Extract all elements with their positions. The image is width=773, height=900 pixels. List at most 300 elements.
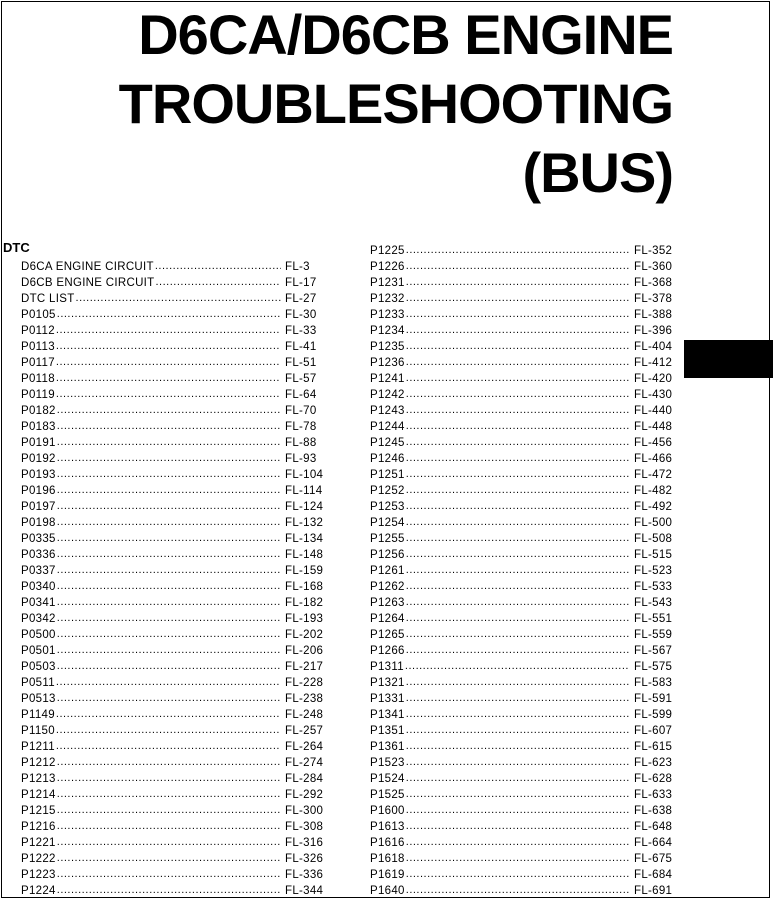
toc-entry-page: FL-456 xyxy=(634,437,673,449)
toc-entry-page: FL-284 xyxy=(285,773,324,785)
toc-entry-page: FL-482 xyxy=(634,485,673,497)
dot-leader xyxy=(57,402,281,418)
toc-entry-page: FL-691 xyxy=(634,885,673,897)
toc-entry-page: FL-448 xyxy=(634,421,673,433)
toc-entry[interactable] xyxy=(370,723,672,739)
dot-leader xyxy=(57,530,281,546)
title-line-1: D6CA/D6CB ENGINE xyxy=(138,3,673,66)
toc-entry-page: FL-368 xyxy=(634,277,673,289)
toc-entry-page: FL-57 xyxy=(285,373,317,385)
toc-entry-label: P1251 xyxy=(370,469,405,481)
toc-entry[interactable] xyxy=(21,803,323,819)
section-heading: DTC xyxy=(3,240,30,255)
toc-entry-page: FL-648 xyxy=(634,821,673,833)
toc-entry-label: P1600 xyxy=(370,805,405,817)
dot-leader xyxy=(57,562,281,578)
toc-entry-page: FL-206 xyxy=(285,645,324,657)
dot-leader xyxy=(406,434,630,450)
toc-entry-page: FL-30 xyxy=(285,309,317,321)
toc-entry[interactable] xyxy=(370,883,672,899)
toc-entry-page: FL-134 xyxy=(285,533,324,545)
toc-entry-label: P1234 xyxy=(370,325,405,337)
toc-entry[interactable] xyxy=(370,755,672,771)
toc-entry[interactable] xyxy=(370,835,672,851)
toc-entry-label: P0501 xyxy=(21,645,56,657)
dot-leader xyxy=(57,578,281,594)
toc-entry-label: P1245 xyxy=(370,437,405,449)
toc-entry-label: P1235 xyxy=(370,341,405,353)
toc-entry[interactable] xyxy=(370,611,672,627)
toc-entry-label: P1246 xyxy=(370,453,405,465)
toc-entry-page: FL-344 xyxy=(285,885,324,897)
toc-entry-label: P0191 xyxy=(21,437,56,449)
toc-entry[interactable] xyxy=(21,659,323,675)
toc-column-left xyxy=(21,259,323,899)
toc-entry[interactable] xyxy=(370,403,672,419)
toc-entry[interactable] xyxy=(21,771,323,787)
toc-entry-page: FL-412 xyxy=(634,357,673,369)
toc-entry-label: P1223 xyxy=(21,869,56,881)
toc-entry[interactable] xyxy=(370,627,672,643)
toc-entry-label: P0105 xyxy=(21,309,56,321)
toc-entry[interactable] xyxy=(21,547,323,563)
toc-entry-label: P1524 xyxy=(370,773,405,785)
toc-entry-page: FL-264 xyxy=(285,741,324,753)
toc-entry[interactable] xyxy=(21,483,323,499)
toc-entry[interactable] xyxy=(370,819,672,835)
dot-leader xyxy=(56,354,281,370)
toc-entry[interactable] xyxy=(370,243,672,259)
dot-leader xyxy=(406,562,630,578)
toc-entry-label: P0342 xyxy=(21,613,56,625)
toc-entry-label: DTC LIST xyxy=(21,293,75,305)
toc-entry-page: FL-93 xyxy=(285,453,317,465)
toc-entry-label: P1525 xyxy=(370,789,405,801)
dot-leader xyxy=(57,514,281,530)
toc-entry-page: FL-623 xyxy=(634,757,673,769)
toc-entry[interactable] xyxy=(21,467,323,483)
toc-entry-page: FL-396 xyxy=(634,325,673,337)
toc-entry[interactable] xyxy=(370,851,672,867)
toc-entry-page: FL-182 xyxy=(285,597,324,609)
toc-entry-page: FL-336 xyxy=(285,869,324,881)
toc-entry-label: P0500 xyxy=(21,629,56,641)
toc-entry-label: P1331 xyxy=(370,693,405,705)
toc-entry-label: P1212 xyxy=(21,757,56,769)
dot-leader xyxy=(406,626,630,642)
toc-entry-label: P1253 xyxy=(370,501,405,513)
toc-entry-page: FL-124 xyxy=(285,501,324,513)
toc-entry-page: FL-17 xyxy=(285,277,317,289)
toc-entry-label: P0341 xyxy=(21,597,56,609)
dot-leader xyxy=(57,450,281,466)
toc-entry[interactable] xyxy=(21,739,323,755)
toc-entry[interactable] xyxy=(370,739,672,755)
toc-entry-label: P1255 xyxy=(370,533,405,545)
toc-entry-label: P0340 xyxy=(21,581,56,593)
dot-leader xyxy=(57,882,281,898)
dot-leader xyxy=(56,370,281,386)
toc-entry-page: FL-591 xyxy=(634,693,673,705)
toc-entry-page: FL-523 xyxy=(634,565,673,577)
toc-entry[interactable] xyxy=(21,531,323,547)
toc-entry-page: FL-274 xyxy=(285,757,324,769)
toc-entry-page: FL-316 xyxy=(285,837,324,849)
toc-entry-label: P1321 xyxy=(370,677,405,689)
dot-leader xyxy=(56,738,281,754)
dot-leader xyxy=(406,722,630,738)
toc-entry-page: FL-27 xyxy=(285,293,317,305)
toc-entry-page: FL-64 xyxy=(285,389,317,401)
dot-leader xyxy=(406,258,630,274)
toc-entry[interactable] xyxy=(370,371,672,387)
toc-entry-page: FL-430 xyxy=(634,389,673,401)
toc-entry[interactable] xyxy=(21,627,323,643)
toc-entry-page: FL-159 xyxy=(285,565,324,577)
dot-leader xyxy=(406,418,630,434)
toc-entry-page: FL-132 xyxy=(285,517,324,529)
dot-leader xyxy=(406,450,630,466)
toc-entry[interactable] xyxy=(370,387,672,403)
toc-entry-label: P1264 xyxy=(370,613,405,625)
dot-leader xyxy=(406,690,630,706)
dot-leader xyxy=(57,626,281,642)
toc-entry[interactable] xyxy=(370,467,672,483)
toc-entry-label: P1211 xyxy=(21,741,55,753)
dot-leader xyxy=(406,466,630,482)
toc-entry-label: P0113 xyxy=(21,341,55,353)
toc-entry[interactable] xyxy=(21,307,323,323)
toc-entry-label: P1241 xyxy=(370,373,405,385)
dot-leader xyxy=(406,274,630,290)
dot-leader xyxy=(406,610,630,626)
dot-leader xyxy=(406,770,630,786)
toc-entry-label: P1618 xyxy=(370,853,405,865)
toc-entry[interactable] xyxy=(370,515,672,531)
toc-entry[interactable] xyxy=(21,723,323,739)
dot-leader xyxy=(56,386,281,402)
dot-leader xyxy=(57,306,281,322)
dot-leader xyxy=(56,322,281,338)
toc-entry-label: P0183 xyxy=(21,421,56,433)
toc-entry-page: FL-472 xyxy=(634,469,673,481)
toc-entry-page: FL-440 xyxy=(634,405,673,417)
toc-entry-page: FL-638 xyxy=(634,805,673,817)
toc-entry-label: P1232 xyxy=(370,293,405,305)
dot-leader xyxy=(76,290,281,306)
toc-entry-label: P1311 xyxy=(370,661,404,673)
dot-leader xyxy=(57,482,281,498)
dot-leader xyxy=(57,818,281,834)
toc-entry[interactable] xyxy=(370,499,672,515)
toc-entry-label: P1252 xyxy=(370,485,405,497)
toc-entry[interactable] xyxy=(370,675,672,691)
toc-entry-label: P1242 xyxy=(370,389,405,401)
dot-leader xyxy=(156,274,282,290)
dot-leader xyxy=(406,866,630,882)
toc-entry-label: P1262 xyxy=(370,581,405,593)
toc-entry-page: FL-515 xyxy=(634,549,673,561)
toc-entry-label: P0197 xyxy=(21,501,56,513)
toc-entry-label: P1523 xyxy=(370,757,405,769)
toc-entry-label: P1224 xyxy=(21,885,56,897)
toc-entry[interactable] xyxy=(370,659,672,675)
page-title xyxy=(119,0,673,207)
dot-leader xyxy=(406,818,630,834)
toc-entry[interactable] xyxy=(21,883,323,899)
toc-entry-label: P0336 xyxy=(21,549,56,561)
toc-entry-label: P1150 xyxy=(21,725,55,737)
toc-entry[interactable] xyxy=(21,499,323,515)
toc-entry-label: P1361 xyxy=(370,741,405,753)
toc-entry[interactable] xyxy=(370,291,672,307)
dot-leader xyxy=(57,658,281,674)
dot-leader xyxy=(155,258,281,274)
toc-entry-page: FL-543 xyxy=(634,597,673,609)
toc-entry-page: FL-248 xyxy=(285,709,324,721)
toc-entry[interactable] xyxy=(21,691,323,707)
dot-leader xyxy=(406,386,630,402)
toc-entry[interactable] xyxy=(21,451,323,467)
toc-entry[interactable] xyxy=(370,451,672,467)
toc-entry-label: P1266 xyxy=(370,645,405,657)
toc-entry[interactable] xyxy=(21,291,323,307)
toc-entry[interactable] xyxy=(21,355,323,371)
toc-entry[interactable] xyxy=(21,387,323,403)
toc-entry-label: P1613 xyxy=(370,821,405,833)
toc-entry[interactable] xyxy=(21,275,323,291)
toc-entry[interactable] xyxy=(21,435,323,451)
dot-leader xyxy=(406,242,630,258)
toc-entry-label: P0513 xyxy=(21,693,56,705)
toc-entry[interactable] xyxy=(370,419,672,435)
dot-leader xyxy=(406,594,630,610)
toc-entry-label: P0337 xyxy=(21,565,56,577)
toc-entry-page: FL-684 xyxy=(634,869,673,881)
toc-entry-label: P0119 xyxy=(21,389,55,401)
toc-entry-page: FL-228 xyxy=(285,677,324,689)
dot-leader xyxy=(406,834,630,850)
toc-entry-page: FL-404 xyxy=(634,341,673,353)
toc-entry[interactable] xyxy=(370,643,672,659)
toc-entry[interactable] xyxy=(21,755,323,771)
toc-entry-page: FL-360 xyxy=(634,261,673,273)
toc-entry-label: P1216 xyxy=(21,821,56,833)
toc-entry[interactable] xyxy=(21,611,323,627)
toc-entry[interactable] xyxy=(21,867,323,883)
section-index-tab xyxy=(684,340,773,378)
toc-entry[interactable] xyxy=(370,547,672,563)
dot-leader xyxy=(406,306,630,322)
toc-entry[interactable] xyxy=(370,563,672,579)
toc-entry-page: FL-217 xyxy=(285,661,324,673)
toc-entry[interactable] xyxy=(370,323,672,339)
toc-entry[interactable] xyxy=(21,323,323,339)
toc-entry-label: D6CB ENGINE CIRCUIT xyxy=(21,277,155,289)
toc-entry-label: P0503 xyxy=(21,661,56,673)
toc-entry[interactable] xyxy=(370,355,672,371)
dot-leader xyxy=(57,610,281,626)
toc-entry-page: FL-193 xyxy=(285,613,324,625)
toc-entry-page: FL-114 xyxy=(285,485,323,497)
dot-leader xyxy=(57,770,281,786)
toc-entry[interactable] xyxy=(370,531,672,547)
toc-entry-page: FL-420 xyxy=(634,373,673,385)
toc-entry-page: FL-633 xyxy=(634,789,673,801)
toc-entry-page: FL-607 xyxy=(634,725,673,737)
toc-entry[interactable] xyxy=(370,579,672,595)
dot-leader xyxy=(56,706,281,722)
toc-entry-page: FL-148 xyxy=(285,549,324,561)
dot-leader xyxy=(406,322,630,338)
toc-entry-label: P1226 xyxy=(370,261,405,273)
toc-entry-label: P1214 xyxy=(21,789,56,801)
toc-entry-page: FL-41 xyxy=(285,341,317,353)
toc-entry[interactable] xyxy=(21,563,323,579)
dot-leader xyxy=(57,498,281,514)
toc-entry-page: FL-168 xyxy=(285,581,324,593)
toc-entry[interactable] xyxy=(21,787,323,803)
toc-entry[interactable] xyxy=(370,787,672,803)
toc-entry[interactable] xyxy=(370,691,672,707)
toc-entry[interactable] xyxy=(370,595,672,611)
toc-entry-page: FL-533 xyxy=(634,581,673,593)
toc-entry[interactable] xyxy=(21,515,323,531)
dot-leader xyxy=(406,338,630,354)
toc-entry[interactable] xyxy=(370,435,672,451)
toc-entry-page: FL-3 xyxy=(285,261,310,273)
dot-leader xyxy=(405,658,630,674)
toc-entry[interactable] xyxy=(21,675,323,691)
dot-leader xyxy=(406,642,630,658)
dot-leader xyxy=(57,786,281,802)
dot-leader xyxy=(56,674,281,690)
toc-entry-page: FL-202 xyxy=(285,629,324,641)
toc-entry-page: FL-292 xyxy=(285,789,324,801)
toc-entry-label: P0196 xyxy=(21,485,56,497)
toc-entry[interactable] xyxy=(370,275,672,291)
toc-entry-page: FL-300 xyxy=(285,805,324,817)
toc-entry-page: FL-104 xyxy=(285,469,324,481)
toc-entry-page: FL-308 xyxy=(285,821,324,833)
dot-leader xyxy=(57,754,281,770)
toc-entry[interactable] xyxy=(370,867,672,883)
toc-column-right xyxy=(370,243,672,899)
toc-entry-page: FL-628 xyxy=(634,773,673,785)
dot-leader xyxy=(406,674,630,690)
toc-entry[interactable] xyxy=(370,707,672,723)
toc-entry-page: FL-326 xyxy=(285,853,324,865)
dot-leader xyxy=(406,802,630,818)
toc-entry-page: FL-388 xyxy=(634,309,673,321)
dot-leader xyxy=(406,514,630,530)
dot-leader xyxy=(57,642,281,658)
dot-leader xyxy=(406,738,630,754)
toc-entry-label: P1351 xyxy=(370,725,405,737)
dot-leader xyxy=(406,882,630,898)
toc-entry[interactable] xyxy=(370,339,672,355)
toc-entry-page: FL-466 xyxy=(634,453,673,465)
toc-entry-label: D6CA ENGINE CIRCUIT xyxy=(21,261,154,273)
title-line-3: (BUS) xyxy=(522,141,673,204)
toc-entry-page: FL-257 xyxy=(285,725,324,737)
dot-leader xyxy=(57,850,281,866)
toc-entry-page: FL-88 xyxy=(285,437,317,449)
toc-entry[interactable] xyxy=(21,419,323,435)
toc-entry[interactable] xyxy=(21,339,323,355)
toc-entry-label: P0182 xyxy=(21,405,56,417)
dot-leader xyxy=(406,530,630,546)
toc-entry[interactable] xyxy=(21,371,323,387)
toc-entry[interactable] xyxy=(370,259,672,275)
toc-entry-page: FL-33 xyxy=(285,325,317,337)
toc-entry-label: P0198 xyxy=(21,517,56,529)
dot-leader xyxy=(406,850,630,866)
toc-entry-label: P1616 xyxy=(370,837,405,849)
dot-leader xyxy=(57,546,281,562)
toc-entry-label: P0192 xyxy=(21,453,56,465)
toc-entry[interactable] xyxy=(21,579,323,595)
toc-entry-label: P0335 xyxy=(21,533,56,545)
dot-leader xyxy=(57,866,281,882)
toc-entry-page: FL-70 xyxy=(285,405,317,417)
dot-leader xyxy=(57,802,281,818)
toc-entry-page: FL-575 xyxy=(634,661,673,673)
toc-entry[interactable] xyxy=(21,403,323,419)
toc-entry[interactable] xyxy=(370,483,672,499)
toc-entry-label: P1225 xyxy=(370,245,405,257)
toc-entry-page: FL-567 xyxy=(634,645,673,657)
toc-entry[interactable] xyxy=(370,771,672,787)
dot-leader xyxy=(406,706,630,722)
toc-entry-page: FL-583 xyxy=(634,677,673,689)
toc-entry[interactable] xyxy=(21,643,323,659)
toc-entry-label: P1261 xyxy=(370,565,405,577)
toc-entry-page: FL-352 xyxy=(634,245,673,257)
toc-entry-page: FL-500 xyxy=(634,517,673,529)
toc-entry[interactable] xyxy=(370,307,672,323)
toc-entry-label: P1215 xyxy=(21,805,56,817)
dot-leader xyxy=(406,498,630,514)
dot-leader xyxy=(406,354,630,370)
toc-entry-page: FL-78 xyxy=(285,421,317,433)
toc-entry-label: P1254 xyxy=(370,517,405,529)
toc-entry[interactable] xyxy=(21,259,323,275)
toc-entry[interactable] xyxy=(21,595,323,611)
toc-entry-label: P1231 xyxy=(370,277,405,289)
dot-leader xyxy=(57,834,281,850)
toc-entry[interactable] xyxy=(21,819,323,835)
toc-entry[interactable] xyxy=(21,851,323,867)
toc-entry-label: P0118 xyxy=(21,373,55,385)
toc-entry-label: P1341 xyxy=(370,709,405,721)
toc-entry-label: P1233 xyxy=(370,309,405,321)
dot-leader xyxy=(57,466,281,482)
toc-entry-label: P1265 xyxy=(370,629,405,641)
toc-entry-page: FL-675 xyxy=(634,853,673,865)
toc-entry[interactable] xyxy=(370,803,672,819)
toc-entry-label: P1244 xyxy=(370,421,405,433)
toc-entry[interactable] xyxy=(21,707,323,723)
toc-entry-page: FL-559 xyxy=(634,629,673,641)
toc-entry-label: P1222 xyxy=(21,853,56,865)
toc-entry-label: P1236 xyxy=(370,357,405,369)
toc-entry-label: P1213 xyxy=(21,773,56,785)
toc-entry-page: FL-664 xyxy=(634,837,673,849)
toc-entry-label: P1263 xyxy=(370,597,405,609)
dot-leader xyxy=(57,690,281,706)
toc-entry[interactable] xyxy=(21,835,323,851)
